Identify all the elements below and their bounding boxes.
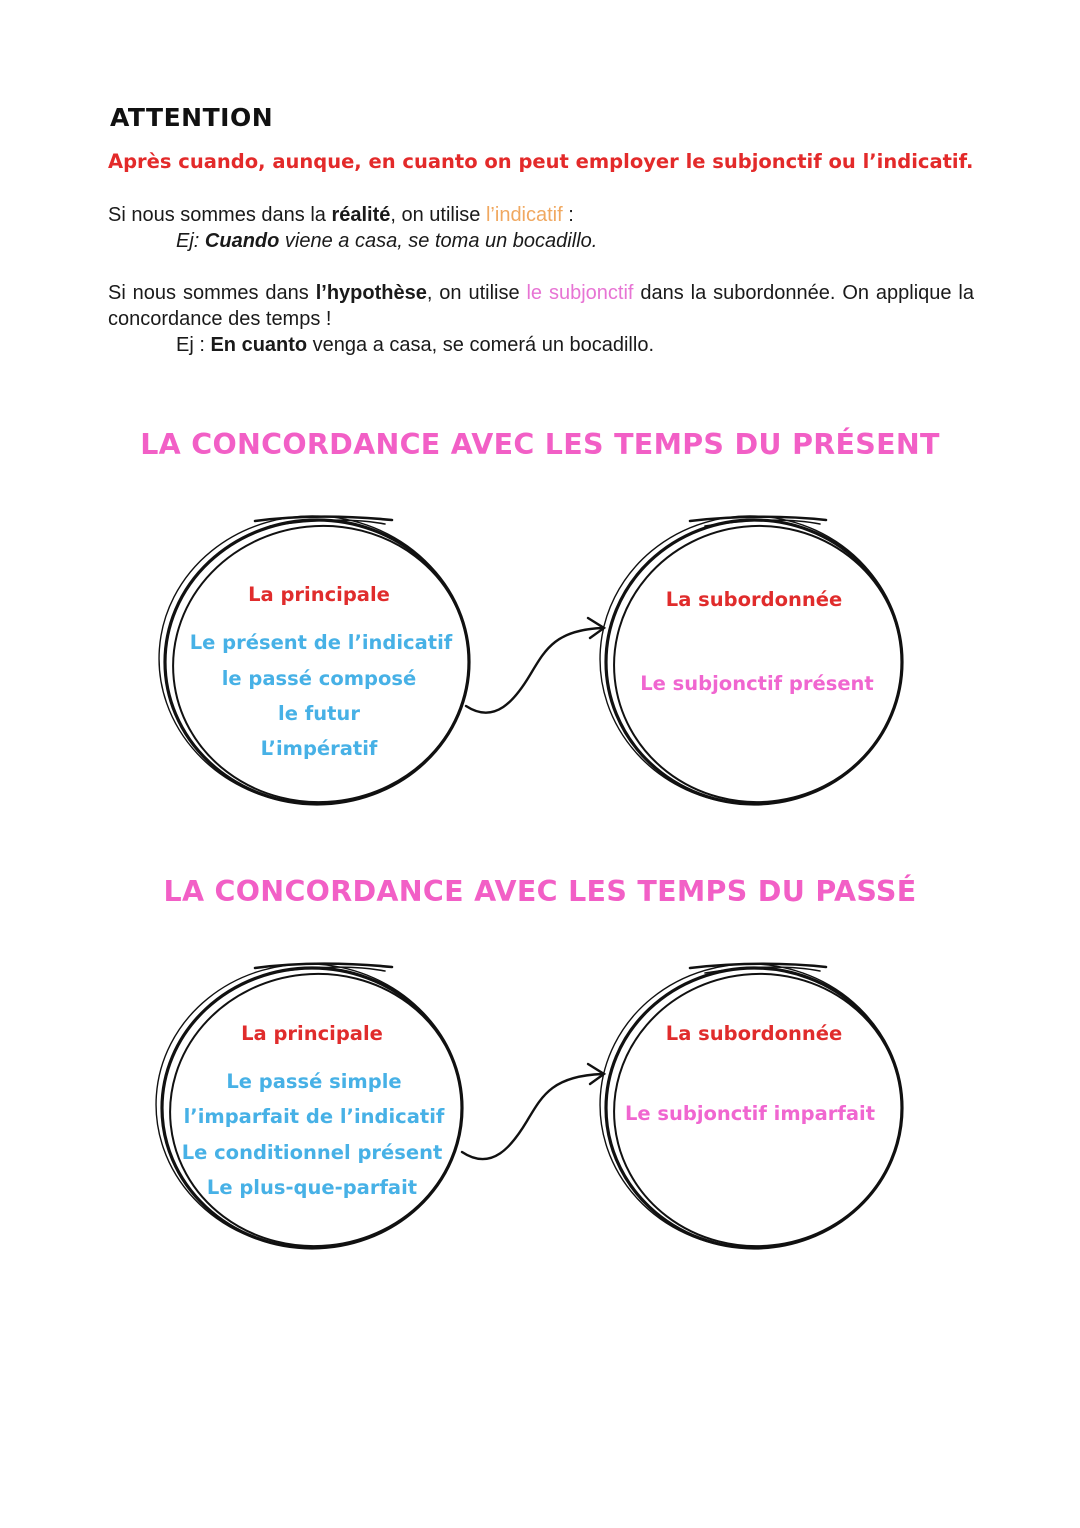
text-segment: Si nous sommes dans la xyxy=(108,204,332,226)
principale-item: Le conditionnel présent xyxy=(181,1141,443,1164)
example-keyword: Cuando xyxy=(204,230,280,252)
keyword-indicatif: l’indicatif xyxy=(485,204,563,226)
subordonnee-item-present: Le subjonctif présent xyxy=(640,672,874,695)
principale-item: L’impératif xyxy=(260,737,378,760)
principale-item: le futur xyxy=(278,702,360,725)
subordonnee-item-past: Le subjonctif imparfait xyxy=(624,1102,876,1125)
principale-item: l’imparfait de l’indicatif xyxy=(183,1105,445,1128)
text-segment: , on utilise xyxy=(390,204,486,226)
keyword-subjonctif: le subjonctif xyxy=(526,282,634,304)
keyword-reality: réalité xyxy=(331,204,391,226)
principale-item: le passé composé xyxy=(221,667,417,690)
arrow-present xyxy=(466,618,604,713)
text-segment: dans la subordonnée. On applique la concordance des temps ! xyxy=(108,282,974,330)
principale-item: Le présent de l’indicatif xyxy=(189,631,453,654)
subordonnee-title-present: La subordonnée xyxy=(665,588,843,611)
rule-statement: Après cuando, aunque, en cuanto on peut employer le subjonctif ou l’indicatif. xyxy=(108,150,974,173)
principale-item: Le passé simple xyxy=(226,1070,402,1093)
principale-title-present: La principale xyxy=(248,583,390,606)
subordonnee-title-past: La subordonnée xyxy=(665,1022,843,1045)
principale-item: Le plus-que-parfait xyxy=(206,1176,418,1199)
text-segment: Si nous sommes dans xyxy=(108,282,316,304)
circle-principale-present xyxy=(149,506,482,817)
example-text: venga a casa, se comerá un bocadillo. xyxy=(307,334,654,356)
circle-subordonnee-present xyxy=(590,506,915,816)
keyword-hypothese: l’hypothèse xyxy=(315,282,427,304)
principale-title-past: La principale xyxy=(241,1022,383,1045)
heading-past: LA CONCORDANCE AVEC LES TEMPS DU PASSÉ xyxy=(163,875,917,908)
example-prefix: Ej: xyxy=(176,230,205,252)
example-prefix: Ej : xyxy=(176,334,211,356)
text-segment: : xyxy=(562,204,574,226)
attention-heading: ATTENTION xyxy=(110,103,274,132)
text-segment: , on utilise xyxy=(426,282,527,304)
example-keyword: En cuanto xyxy=(210,334,308,356)
example-text: viene a casa, se toma un bocadillo. xyxy=(279,230,598,252)
heading-present: LA CONCORDANCE AVEC LES TEMPS DU PRÉSENT xyxy=(140,428,940,461)
arrow-past xyxy=(462,1064,604,1159)
